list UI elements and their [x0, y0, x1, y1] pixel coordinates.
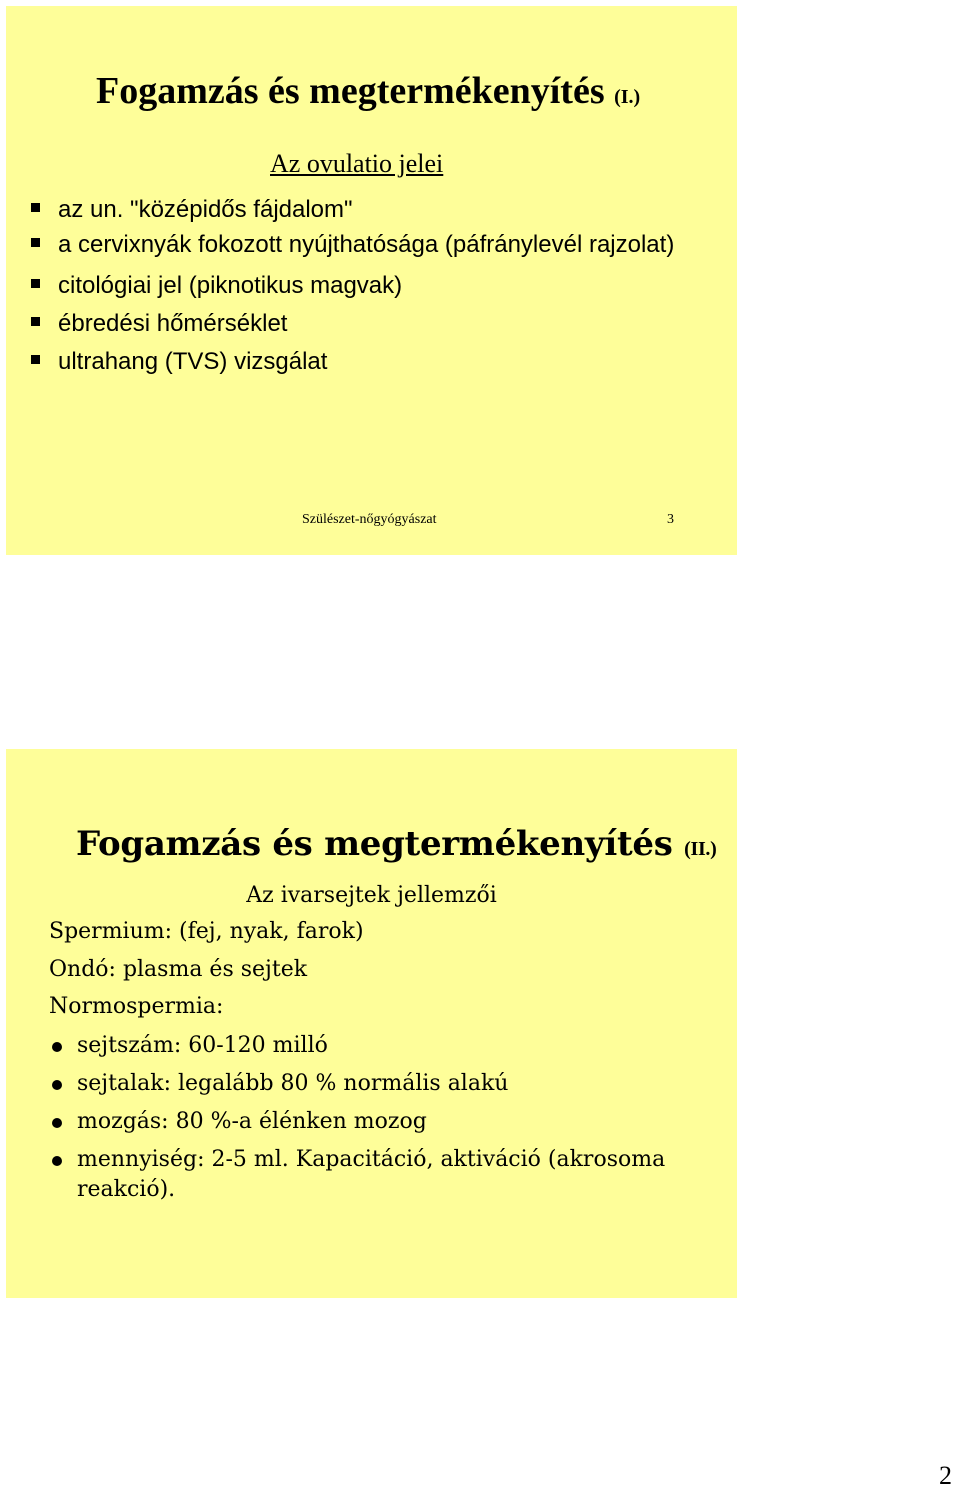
- page-number: 2: [939, 1461, 952, 1490]
- slide-1: [6, 6, 737, 555]
- square-bullet-icon: [31, 355, 40, 364]
- list-item-text: az un. "középidős fájdalom": [58, 196, 353, 223]
- slide-footer-text: Szülészet-nőgyógyászat: [302, 512, 437, 527]
- square-bullet-icon: [31, 203, 40, 212]
- slide-1-title: [96, 72, 640, 110]
- list-item-text: a cervixnyák fokozott nyújthatósága (páfránylevél rajzolat): [58, 231, 675, 258]
- list-item: [28, 229, 688, 261]
- slide-2-bullet-list: [49, 1031, 719, 1213]
- list-item: [28, 267, 688, 305]
- square-bullet-icon: [31, 238, 40, 247]
- list-item-text: mozgás: 80 %-a élénken mozog: [77, 1109, 427, 1134]
- slide-1-title-roman: (I.): [614, 86, 641, 108]
- slide-2-title-roman: (II.): [684, 838, 717, 860]
- square-bullet-icon: [31, 317, 40, 326]
- slide-2-title-main: Fogamzás és megtermékenyítés: [76, 824, 673, 864]
- slide-2-line: Normospermia:: [49, 994, 224, 1019]
- slide-1-title-main: Fogamzás és megtermékenyítés: [96, 70, 605, 112]
- round-bullet-icon: [52, 1156, 62, 1166]
- slide-2: [6, 749, 737, 1298]
- list-item: [49, 1145, 719, 1205]
- list-item-text: ultrahang (TVS) vizsgálat: [58, 348, 328, 375]
- slide-2-title: [76, 824, 717, 864]
- list-item: [28, 191, 688, 229]
- list-item: [28, 305, 688, 343]
- slide-2-line: Ondó: plasma és sejtek: [49, 957, 308, 982]
- list-item-text: ébredési hőmérséklet: [58, 310, 288, 337]
- square-bullet-icon: [31, 279, 40, 288]
- round-bullet-icon: [52, 1080, 62, 1090]
- round-bullet-icon: [52, 1042, 62, 1052]
- slide-number: 3: [667, 512, 674, 527]
- list-item-text: sejtszám: 60-120 milló: [77, 1033, 328, 1058]
- list-item-text: citológiai jel (piknotikus magvak): [58, 272, 403, 299]
- list-item: [49, 1031, 719, 1061]
- slide-1-bullet-list: [28, 191, 688, 381]
- list-item: [49, 1107, 719, 1137]
- list-item-text: mennyiség: 2-5 ml. Kapacitáció, aktiváció (akrosoma reakció).: [77, 1147, 666, 1202]
- slide-2-line: Spermium: (fej, nyak, farok): [49, 919, 364, 944]
- list-item-text: sejtalak: legalább 80 % normális alakú: [77, 1071, 509, 1096]
- slide-2-subtitle: Az ivarsejtek jellemzői: [246, 883, 497, 908]
- list-item: [49, 1069, 719, 1099]
- round-bullet-icon: [52, 1118, 62, 1128]
- slide-1-subtitle: Az ovulatio jelei: [270, 149, 444, 178]
- list-item: [28, 343, 688, 381]
